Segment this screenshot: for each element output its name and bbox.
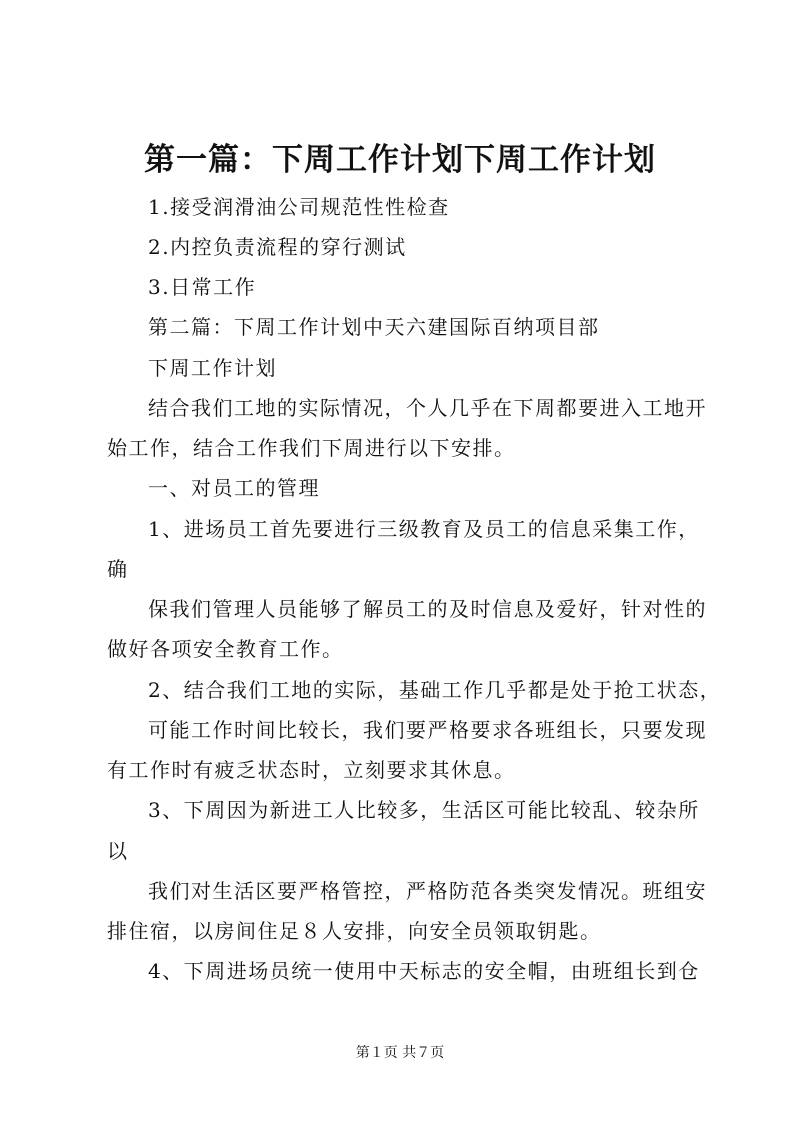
section-heading: 第二篇：下周工作计划中天六建国际百纳项目部 <box>148 315 600 339</box>
paragraph-line: 3、下周因为新进工人比较多，生活区可能比较乱、较杂所 <box>148 798 700 822</box>
paragraph-line: 1.接受润滑油公司规范性性检查 <box>148 195 450 219</box>
paragraph-line: 确 <box>107 557 129 581</box>
page-footer: 第１页 共７页 <box>355 1045 445 1061</box>
paragraph-line: 2、结合我们工地的实际，基础工作几乎都是处于抢工状态， <box>148 678 722 702</box>
paragraph-line: 保我们管理人员能够了解员工的及时信息及爱好，针对性的 <box>148 597 707 621</box>
paragraph-line: 下周工作计划 <box>148 356 277 380</box>
paragraph-line: 1、进场员工首先要进行三级教育及员工的信息采集工作， <box>148 517 700 541</box>
paragraph-line: 4、下周进场员统一使用中天标志的安全帽，由班组长到仓 <box>148 959 700 983</box>
paragraph-line: 结合我们工地的实际情况，个人几乎在下周都要进入工地开 <box>148 396 707 420</box>
paragraph-line: 可能工作时间比较长，我们要严格要求各班组长，只要发现 <box>148 718 707 742</box>
paragraph-line: 我们对生活区要严格管控，严格防范各类突发情况。班组安 <box>148 879 707 903</box>
document-title: 第一篇：下周工作计划下周工作计划 <box>144 142 656 178</box>
paragraph-line: 做好各项安全教育工作。 <box>107 637 344 661</box>
paragraph-line: 始工作，结合工作我们下周进行以下安排。 <box>107 436 516 460</box>
paragraph-line: 一、对员工的管理 <box>148 476 320 500</box>
paragraph-line: 排住宿，以房间住足８人安排，向安全员领取钥匙。 <box>107 919 602 943</box>
paragraph-line: 有工作时有疲乏状态时，立刻要求其休息。 <box>107 758 516 782</box>
paragraph-line: 以 <box>107 839 129 863</box>
paragraph-line: 3.日常工作 <box>148 275 257 299</box>
paragraph-line: 2.内控负责流程的穿行测试 <box>148 235 407 259</box>
